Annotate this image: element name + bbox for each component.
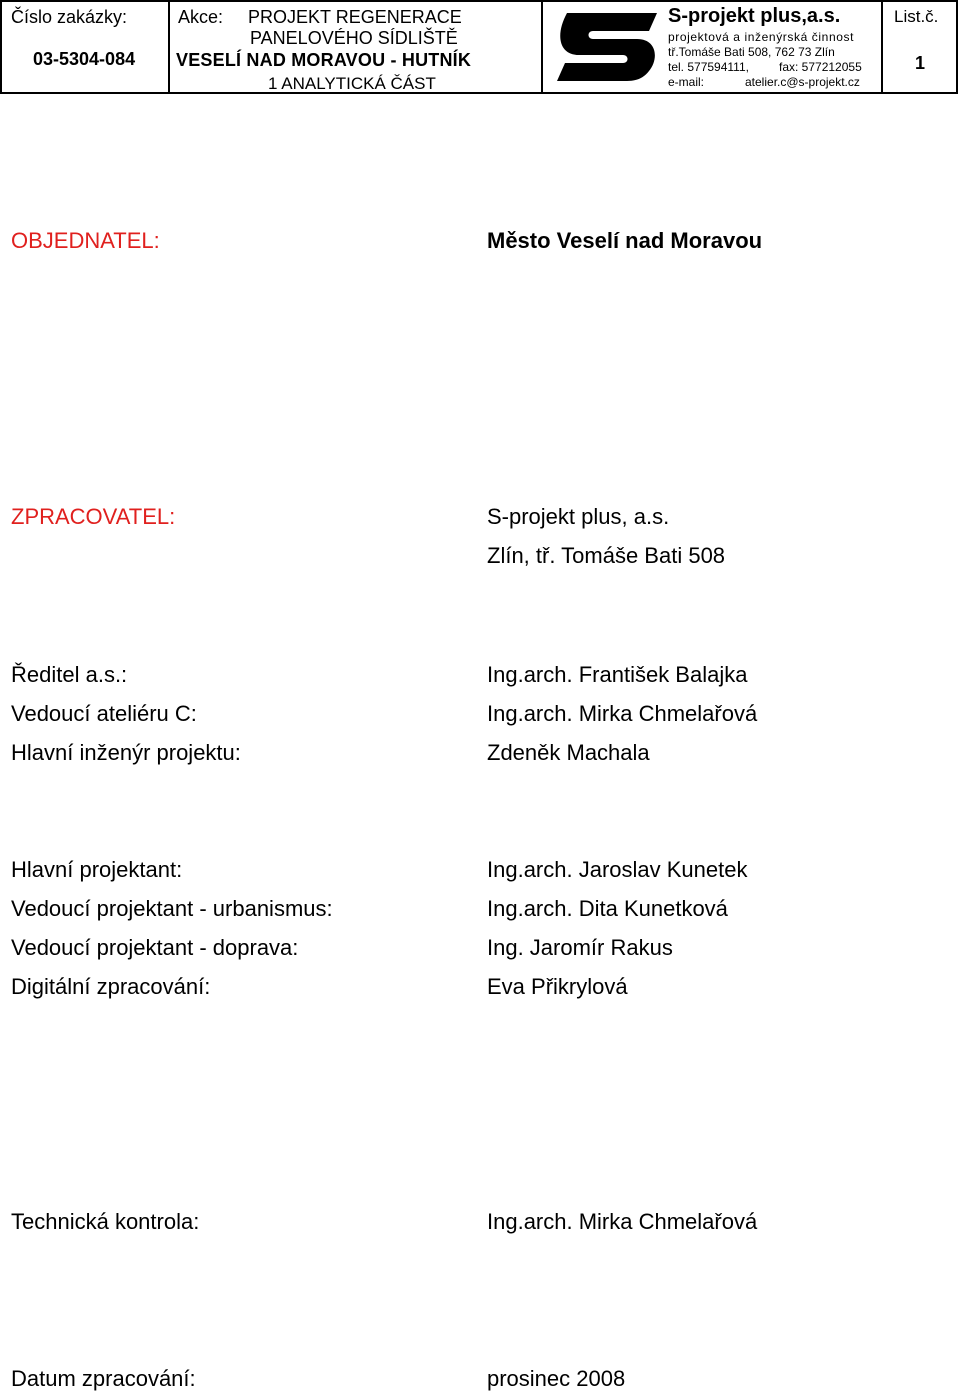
client-label: OBJEDNATEL: [11,228,160,253]
company-logo-icon [553,9,661,85]
team-person: Eva Přikrylová [487,974,628,999]
sheet-cell [883,2,958,92]
date-value: prosinec 2008 [487,1366,626,1391]
management-role: Hlavní inženýr projektu: [11,740,241,765]
team-role: Vedoucí projektant - doprava: [11,935,299,960]
sheet-number: 1 [915,53,926,73]
client-name: Město Veselí nad Moravou [487,228,763,253]
control-person: Ing.arch. Mirka Chmelařová [487,1209,758,1234]
team-person: Ing.arch. Dita Kunetková [487,896,728,921]
company-cell [543,2,883,92]
company-email: atelier.c@s-projekt.cz [745,75,860,89]
management-role: Ředitel a.s.: [11,662,128,687]
company-name: S-projekt plus,a.s. [668,5,841,27]
project-title-line2: PANELOVÉHO SÍDLIŠTĚ [250,28,458,48]
project-cell [170,2,543,92]
team-role: Hlavní projektant: [11,857,183,882]
team-role: Vedoucí projektant - urbanismus: [11,896,333,921]
company-email-label: e-mail: [668,75,705,89]
company-fax: fax: 577212055 [779,60,862,74]
project-title-line4: 1 ANALYTICKÁ ČÁST [268,74,436,93]
processor-address: Zlín, tř. Tomáše Bati 508 [487,543,726,568]
project-title-line3: VESELÍ NAD MORAVOU - HUTNÍK [176,50,472,70]
team-person: Ing. Jaromír Rakus [487,935,673,960]
company-address: tř.Tomáše Bati 508, 762 73 Zlín [668,45,835,59]
date-label: Datum zpracování: [11,1366,196,1391]
action-label: Akce: [178,7,224,27]
processor-name: S-projekt plus, a.s. [487,504,670,529]
project-title-line1: PROJEKT REGENERACE [248,7,462,27]
title-block [0,0,958,94]
order-cell [2,2,170,92]
management-person: Zdeněk Machala [487,740,650,765]
order-number: 03-5304-084 [33,49,136,69]
control-role: Technická kontrola: [11,1209,200,1234]
management-person: Ing.arch. František Balajka [487,662,748,687]
processor-label: ZPRACOVATEL: [11,504,176,529]
team-person: Ing.arch. Jaroslav Kunetek [487,857,748,882]
company-activity: projektová a inženýrská činnost [668,30,855,44]
sheet-label: List.č. [894,7,939,26]
management-role: Vedoucí ateliéru C: [11,701,197,726]
management-person: Ing.arch. Mirka Chmelařová [487,701,758,726]
team-role: Digitální zpracování: [11,974,211,999]
company-tel: tel. 577594111, [668,60,749,74]
order-label: Číslo zakázky: [11,7,128,27]
